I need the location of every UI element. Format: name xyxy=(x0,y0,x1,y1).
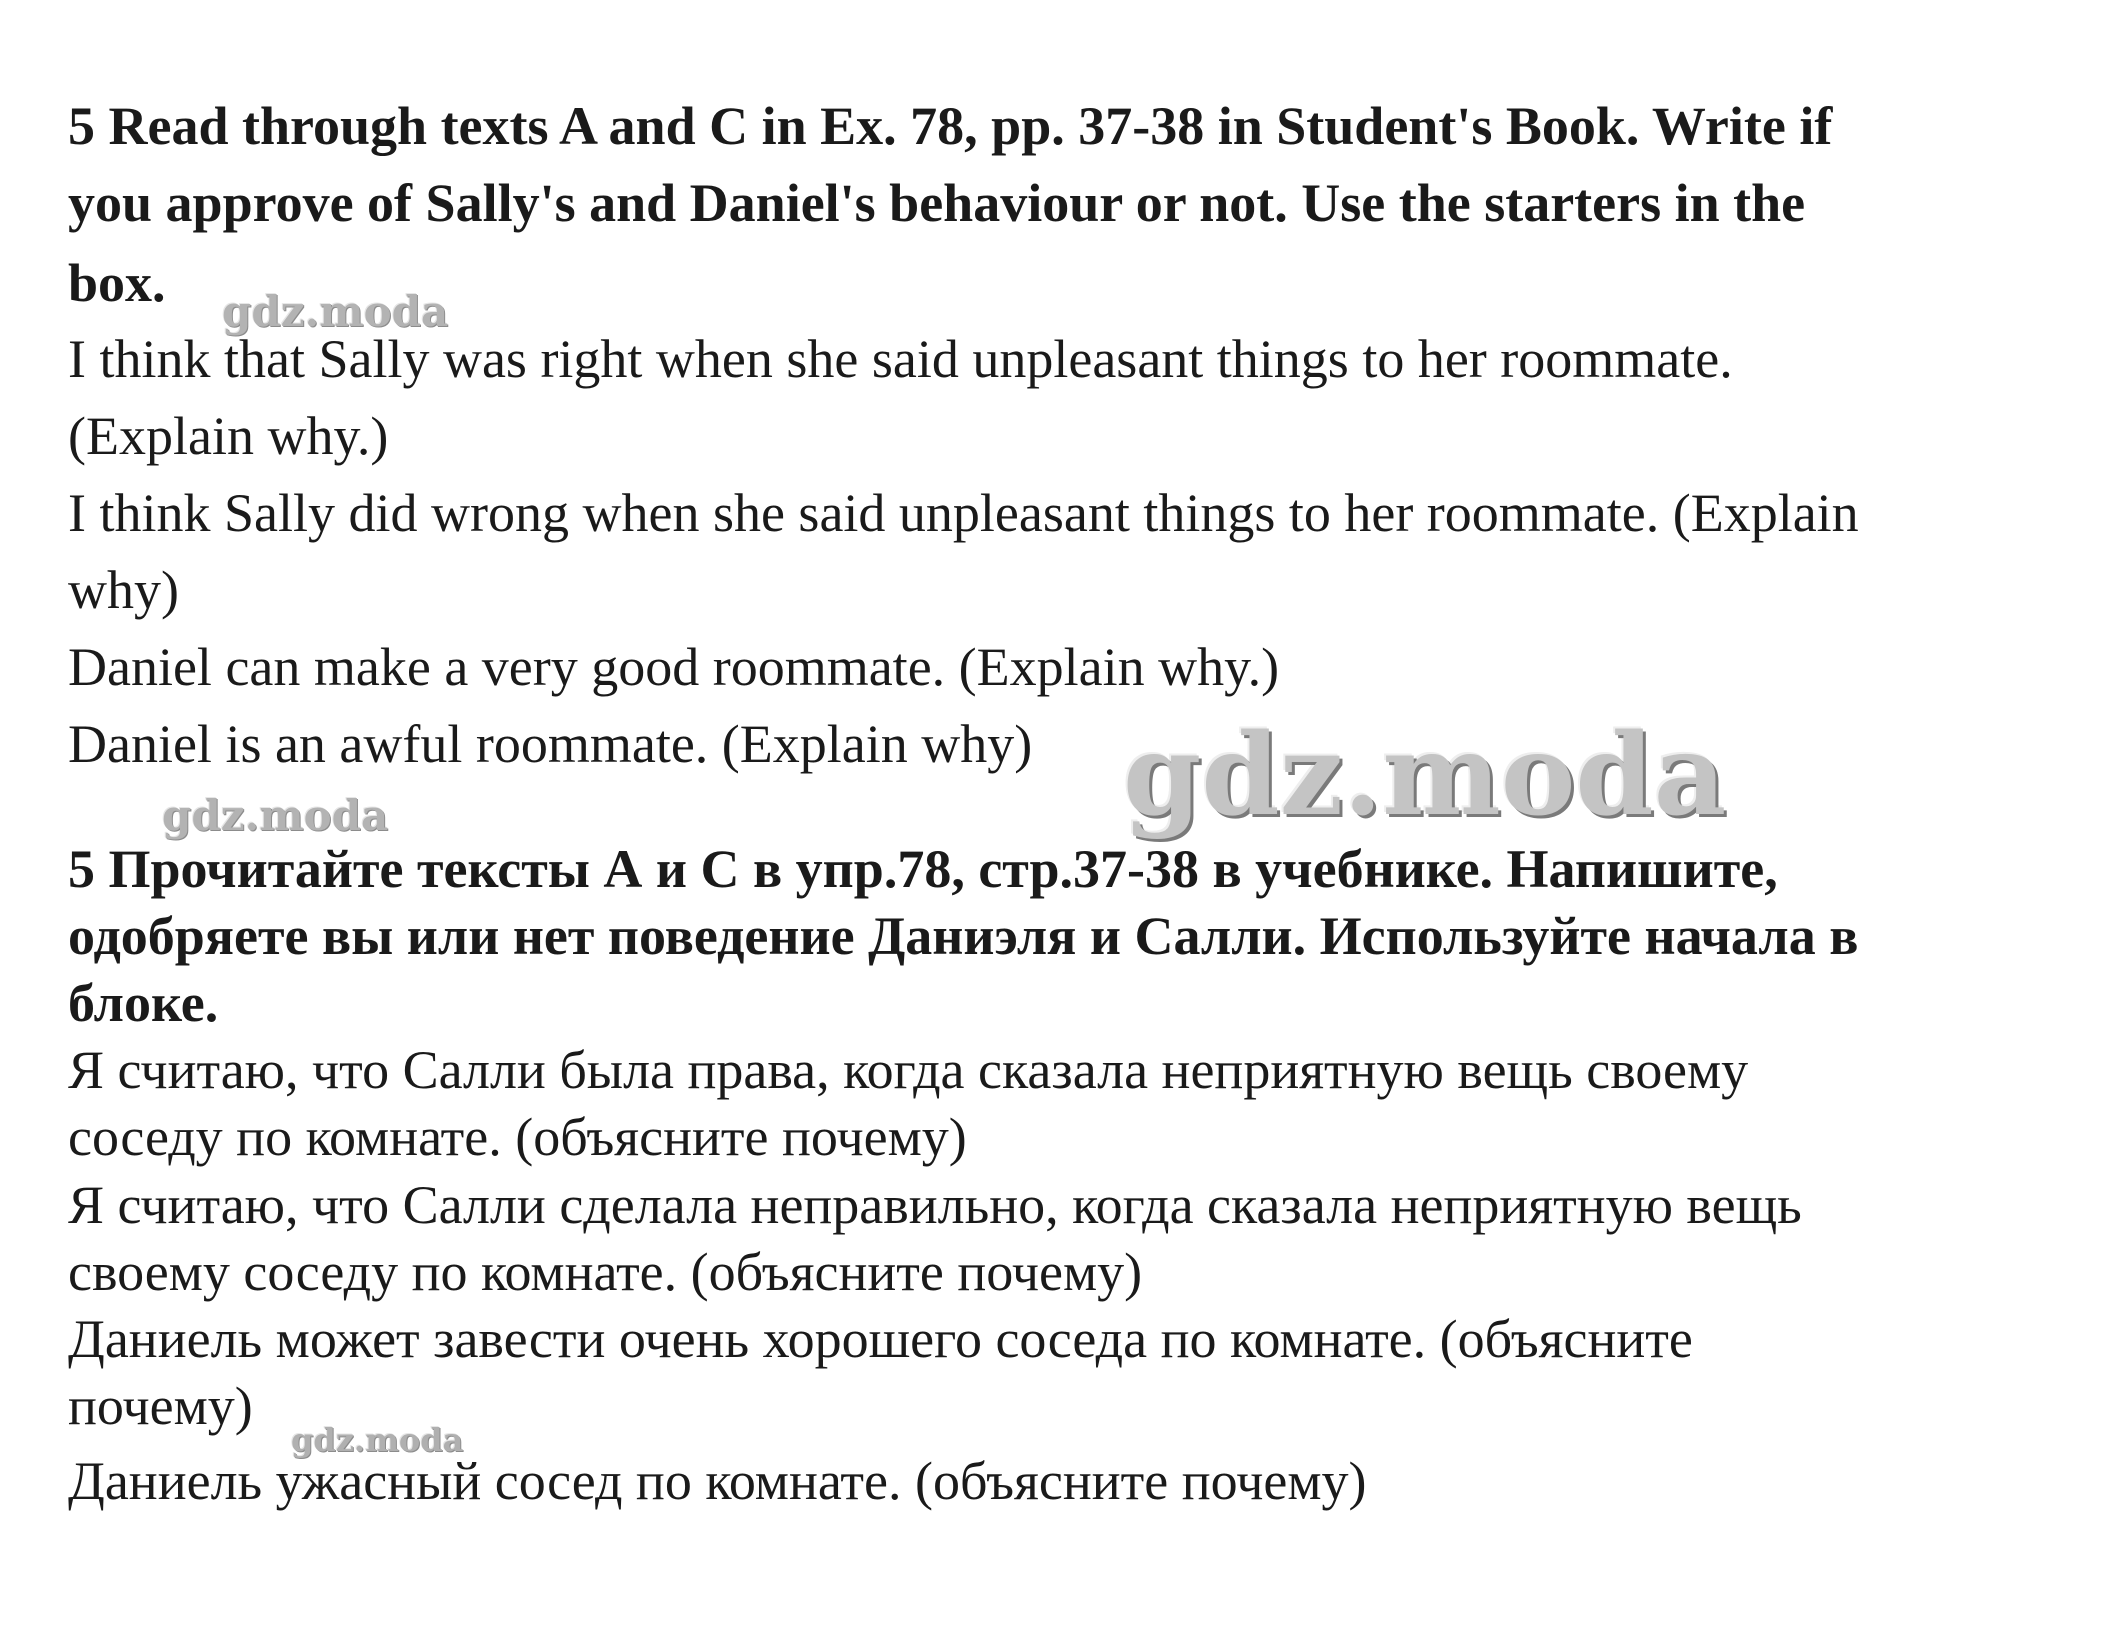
russian-task-line-3: блоке. xyxy=(68,973,219,1033)
english-task-line-2: you approve of Sally's and Daniel's behaviour or not. Use the starters in the xyxy=(68,173,1806,233)
russian-answer-line-3: Я считаю, что Салли сделала неправильно, когда сказала неприятную вещь xyxy=(68,1175,1802,1235)
english-task-line-3: box. xyxy=(68,253,166,313)
watermark-logo: gdz.moda xyxy=(222,287,449,336)
russian-answer-line-6: почему) xyxy=(68,1376,253,1436)
english-answer-line-6: Daniel is an awful roommate. (Explain why) xyxy=(68,714,1033,774)
english-answer-line-1: I think that Sally was right when she said unpleasant things to her roommate. xyxy=(68,329,1733,389)
russian-answer-line-5: Даниель может завести очень хорошего соседа по комнате. (объясните xyxy=(68,1309,1693,1369)
russian-task-line-1: 5 Прочитайте тексты А и С в упр.78, стр.37-38 в учебнике. Напишите, xyxy=(68,839,1778,899)
english-answer-line-5: Daniel can make a very good roommate. (Explain why.) xyxy=(68,637,1280,697)
english-task-line-1: 5 Read through texts A and C in Ex. 78, pp. 37-38 in Student's Book. Write if xyxy=(68,96,1833,156)
watermark-logo: gdz.moda xyxy=(162,791,389,840)
watermark-logo: gdz.moda xyxy=(1123,710,1727,841)
russian-answer-line-7: Даниель ужасный сосед по комнате. (объясните почему) xyxy=(68,1451,1367,1511)
english-answer-line-4: why) xyxy=(68,560,179,620)
watermark-logo: gdz.moda xyxy=(291,1421,464,1459)
russian-answer-line-4: своему соседу по комнате. (объясните почему) xyxy=(68,1242,1143,1302)
russian-answer-line-2: соседу по комнате. (объясните почему) xyxy=(68,1107,967,1167)
english-answer-line-3: I think Sally did wrong when she said unpleasant things to her roommate. (Explain xyxy=(68,483,1859,543)
russian-answer-line-1: Я считаю, что Салли была права, когда сказала неприятную вещь своему xyxy=(68,1040,1749,1100)
russian-task-line-2: одобряете вы или нет поведение Даниэля и Салли. Используйте начала в xyxy=(68,906,1859,966)
english-answer-line-2: (Explain why.) xyxy=(68,406,389,466)
